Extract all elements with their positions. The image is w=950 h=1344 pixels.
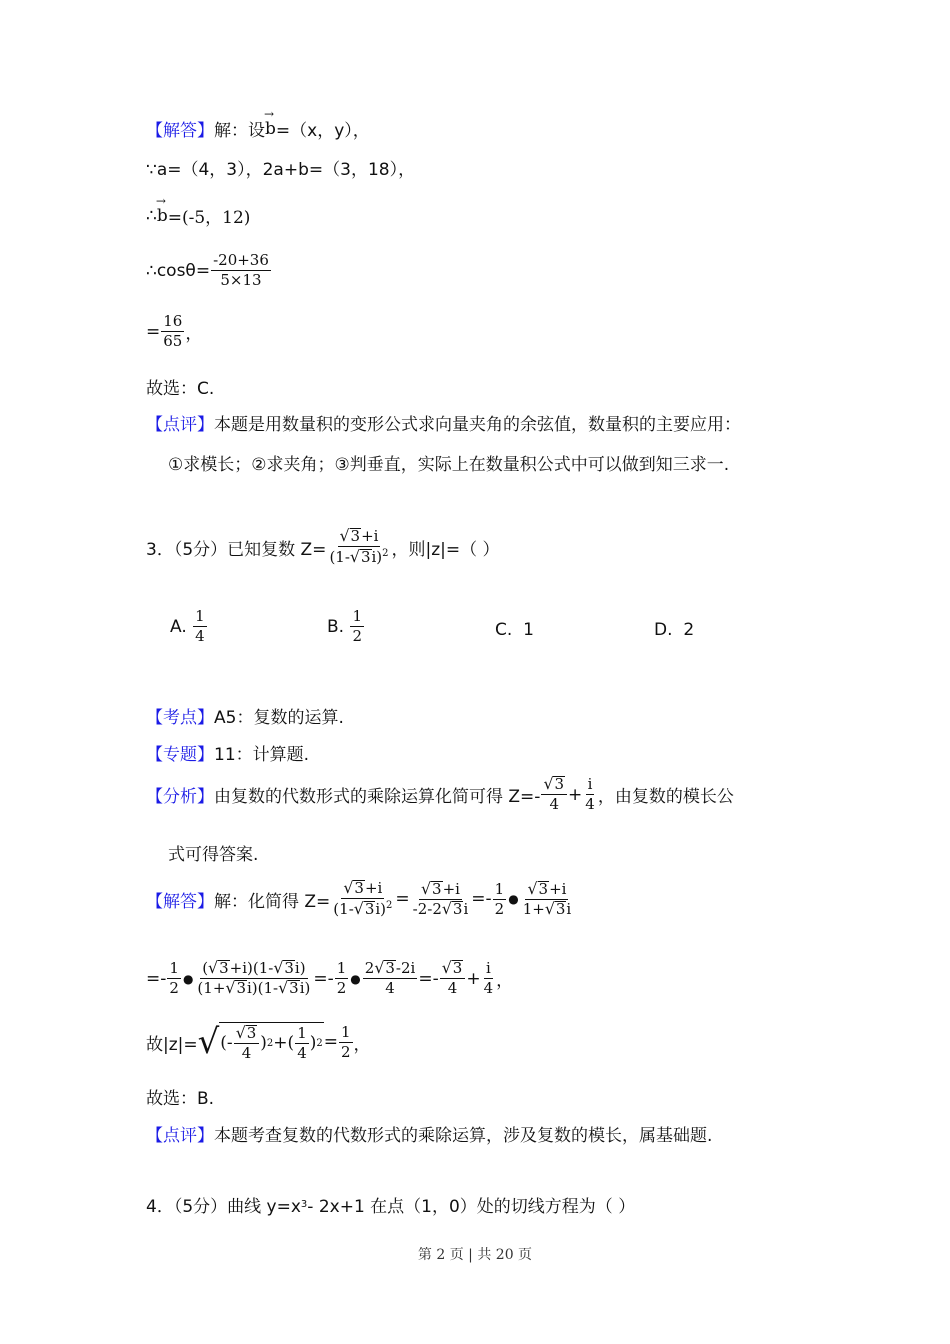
sqrt: √ 3 xyxy=(441,898,463,918)
denominator: 4 xyxy=(385,979,395,998)
q3-choice xyxy=(146,1084,214,1109)
q3-modulus: 故|z|= √ (- √ 3 4 ) 2 +( $\frac{1}{4}$ ) 2 = $\frac{1}{2}$ ， xyxy=(146,1022,371,1063)
fraction xyxy=(211,252,271,290)
q4-stem xyxy=(146,1192,635,1217)
multiply-dot-icon: ● xyxy=(508,892,519,907)
numerator: 1 xyxy=(339,1024,353,1043)
text: +i xyxy=(361,527,379,545)
fraction xyxy=(335,960,349,998)
fraction xyxy=(195,960,312,998)
fraction xyxy=(541,776,567,814)
fraction xyxy=(440,960,466,998)
q3-answer-line1: 【解答】 解：化简得 Z= √ 3 +i (1- √ 3 i)$^2$ = √ 3 +i -2-2 √ 3 i =- $\frac{1}{2}$ ● √ 3 +i 1+ √ 3 i xyxy=(146,878,572,919)
fraction xyxy=(327,528,390,567)
text: 解：化简得 Z= xyxy=(214,891,331,912)
text: 3．（5分）已知复数 Z= xyxy=(146,539,327,560)
text: +i xyxy=(442,879,460,898)
radicand: 3 xyxy=(452,899,463,918)
numerator xyxy=(200,960,307,979)
q2-choice xyxy=(146,374,214,399)
option-b[interactable] xyxy=(327,608,365,646)
denominator: 4 xyxy=(447,979,458,998)
text: i xyxy=(566,899,572,918)
text: 故选：C. xyxy=(146,379,215,399)
q2-comment-line2 xyxy=(168,450,729,475)
text: i) xyxy=(294,959,306,977)
sqrt: √ 3 xyxy=(374,958,395,977)
sqrt: √ 3 xyxy=(273,958,294,977)
sqrt: √ 3 xyxy=(225,978,246,998)
sqrt: √ 3 xyxy=(343,878,364,897)
numerator: 1 xyxy=(335,960,349,979)
text: (1+ xyxy=(197,979,226,998)
text: 由复数的代数形式的乘除运算化简可得 Z=- xyxy=(214,787,541,808)
denominator: 4 xyxy=(549,795,559,814)
denominator: 4 xyxy=(585,795,595,814)
numerator xyxy=(541,776,567,795)
numerator: 1 xyxy=(295,1025,309,1044)
sqrt: √ 3 xyxy=(278,978,299,998)
numerator: 1 xyxy=(167,960,181,979)
option-label: C. xyxy=(495,620,513,640)
text: 故选：B. xyxy=(146,1089,215,1109)
denominator xyxy=(195,979,312,997)
numerator: 1 xyxy=(193,608,207,627)
q2-comment-line1 xyxy=(146,410,741,435)
sqrt: √ 3 xyxy=(349,547,371,567)
q2-answer-line4 xyxy=(146,252,272,290)
denominator: 2 xyxy=(169,979,179,998)
numerator xyxy=(363,960,418,979)
text: =(-5，12) xyxy=(167,208,251,228)
radicand: 3 xyxy=(452,959,463,977)
text: = xyxy=(146,321,161,342)
text: 1+ xyxy=(522,899,545,918)
text: ∵a=（4，3），2a+b=（3，18）， xyxy=(146,160,416,180)
fraction xyxy=(583,776,597,814)
fraction xyxy=(521,878,574,919)
text: =（x，y）， xyxy=(275,121,370,141)
radicand: 3 xyxy=(354,879,364,897)
denominator: 2 xyxy=(494,899,505,918)
q2-answer-line3 xyxy=(146,203,250,228)
q3-analysis-line2 xyxy=(168,840,258,865)
denominator: 2 xyxy=(336,979,347,998)
answer-tag: 【解答】 xyxy=(146,121,214,141)
sqrt: √ 3 xyxy=(543,774,565,793)
option-a[interactable] xyxy=(170,608,208,646)
exponent: 2 xyxy=(386,900,393,912)
text: i xyxy=(463,899,469,918)
fraction xyxy=(295,1025,309,1063)
text: A5：复数的运算. xyxy=(214,708,344,728)
text: - 2x+1 在点（1，0）处的切线方程为（ ） xyxy=(307,1197,636,1217)
text: 4．（5分）曲线 y=x xyxy=(146,1197,301,1217)
option-d[interactable] xyxy=(654,620,694,640)
exponent: 2 xyxy=(382,548,389,560)
option-label: D. xyxy=(654,620,673,640)
vector-b: → b xyxy=(265,119,276,139)
text: i) xyxy=(375,900,387,919)
sqrt: √ 3 xyxy=(208,958,229,977)
text: 解：设 xyxy=(214,121,265,141)
numerator xyxy=(234,1025,260,1044)
text: 本题是用数量积的变形公式求向量夹角的余弦值，数量积的主要应用： xyxy=(214,415,741,435)
option-label: A. xyxy=(170,616,187,637)
denominator: 2 xyxy=(352,627,363,646)
sqrt: √ 3 xyxy=(544,898,566,918)
numerator: i xyxy=(484,960,493,979)
numerator xyxy=(338,528,381,547)
sqrt: √ 3 xyxy=(353,899,375,919)
text: (1- xyxy=(329,548,350,567)
comment-tag: 【点评】 xyxy=(146,1126,214,1146)
radicand: 3 xyxy=(385,959,395,977)
analysis-tag: 【分析】 xyxy=(146,787,214,808)
numerator xyxy=(341,880,384,899)
radicand: 3 xyxy=(360,548,371,567)
sqrt: √ 3 xyxy=(339,526,361,545)
multiply-dot-icon: ● xyxy=(350,971,361,986)
text: 2 xyxy=(364,959,375,977)
text: i) xyxy=(371,548,383,567)
q3-answer-line2: =- $\frac{1}{2}$ ● ( √ 3 +i)(1- √ 3 i) (1+ √ 3 i)(1- √ 3 i) =- $\frac{1}{2}$ ● 2 √ 3 -2i 4 =- √ 3 4 + $\frac{i}{4}$ ， xyxy=(146,958,514,998)
sqrt: √ 3 xyxy=(441,958,463,977)
fraction xyxy=(331,880,394,919)
point-tag: 【考点】 xyxy=(146,708,214,728)
fraction xyxy=(363,960,418,998)
denominator xyxy=(411,900,471,918)
radicand: 3 xyxy=(219,959,229,977)
denominator: 4 xyxy=(483,979,494,998)
radicand: 3 xyxy=(236,979,246,998)
numerator: 1 xyxy=(350,608,364,627)
fraction xyxy=(339,1024,353,1062)
q2-answer-line5 xyxy=(146,313,202,351)
text: ( xyxy=(202,959,209,977)
text: -2i xyxy=(395,959,416,977)
denominator: 5×13 xyxy=(220,271,262,290)
denominator xyxy=(327,547,390,566)
q3-topic xyxy=(146,740,309,765)
text: 本题考查复数的代数形式的乘除运算，涉及复数的模长，属基础题. xyxy=(214,1126,713,1146)
text: +i)(1- xyxy=(229,959,274,977)
text: -2-2 xyxy=(412,899,442,918)
denominator: 2 xyxy=(341,1042,351,1061)
radicand: 3 xyxy=(246,1024,257,1042)
page-footer: 第 2 页 | 共 20 页 xyxy=(417,1247,533,1263)
radicand: 3 xyxy=(538,879,549,898)
sqrt: √ 3 xyxy=(235,1023,257,1042)
radicand: 3 xyxy=(364,900,375,919)
answer-tag: 【解答】 xyxy=(146,891,214,912)
text: ， xyxy=(185,324,203,345)
text: ∴ xyxy=(146,205,157,226)
exponent: 3 xyxy=(300,1199,308,1210)
radicand: 3 xyxy=(432,879,442,898)
numerator: 16 xyxy=(161,313,184,332)
text: +i xyxy=(549,879,567,898)
text: i)(1- xyxy=(246,979,279,998)
sqrt: √ 3 xyxy=(527,878,549,898)
text: i) xyxy=(299,979,311,998)
sqrt: √ (- √ 3 4 ) 2 +( $\frac{1}{4}$ ) 2 xyxy=(197,1022,323,1063)
radicand: 3 xyxy=(350,527,361,545)
option-value: 2 xyxy=(683,620,695,640)
q3-analysis-line1: 【分析】 由复数的代数形式的乘除运算化简可得 Z=- √ 3 4 + $\frac{i}{4}$ ，由复数的模长公 xyxy=(146,774,734,814)
fraction xyxy=(161,313,184,351)
numerator xyxy=(525,878,568,900)
numerator xyxy=(440,960,466,979)
denominator: 4 xyxy=(195,627,205,646)
fraction xyxy=(234,1025,260,1063)
q3-comment xyxy=(146,1121,712,1146)
topic-tag: 【专题】 xyxy=(146,745,214,765)
denominator xyxy=(331,899,394,918)
fraction xyxy=(167,960,181,998)
numerator xyxy=(419,878,462,900)
multiply-dot-icon: ● xyxy=(182,971,194,986)
fraction xyxy=(193,608,207,646)
q3-stem xyxy=(146,528,500,567)
denominator: 4 xyxy=(241,1044,252,1063)
fraction xyxy=(482,960,496,998)
q2-answer-line1 xyxy=(146,116,370,141)
radicand: 3 xyxy=(555,899,566,918)
text: ∴cosθ= xyxy=(146,260,211,281)
comment-tag: 【点评】 xyxy=(146,415,214,435)
option-c[interactable] xyxy=(495,620,534,640)
sqrt: √ 3 xyxy=(420,878,442,898)
radicand: 3 xyxy=(554,775,565,793)
denominator xyxy=(521,900,574,918)
text: ，则|z|=（ ） xyxy=(391,539,500,560)
q3-point xyxy=(146,703,344,728)
text: ，由复数的模长公 xyxy=(597,787,734,808)
radicand: 3 xyxy=(284,959,294,977)
fraction xyxy=(411,878,471,919)
denominator: 65 xyxy=(163,332,183,351)
fraction xyxy=(350,608,364,646)
fraction xyxy=(493,881,507,919)
text: 11：计算题. xyxy=(214,745,310,765)
radicand: 3 xyxy=(289,979,299,998)
text: 式可得答案. xyxy=(168,845,259,865)
text: (1- xyxy=(333,900,354,919)
text: +i xyxy=(364,879,383,897)
option-value: 1 xyxy=(523,620,534,640)
q2-answer-line2 xyxy=(146,155,415,180)
numerator: 1 xyxy=(493,881,507,900)
vector-b: → b xyxy=(157,206,168,226)
option-label: B. xyxy=(327,616,345,637)
text: 故|z|= xyxy=(146,1034,198,1055)
denominator: 4 xyxy=(297,1044,307,1063)
text: ①求模长；②求夹角；③判垂直，实际上在数量积公式中可以做到知三求一. xyxy=(168,455,730,475)
numerator: i xyxy=(586,776,595,795)
numerator: -20+36 xyxy=(211,252,271,271)
